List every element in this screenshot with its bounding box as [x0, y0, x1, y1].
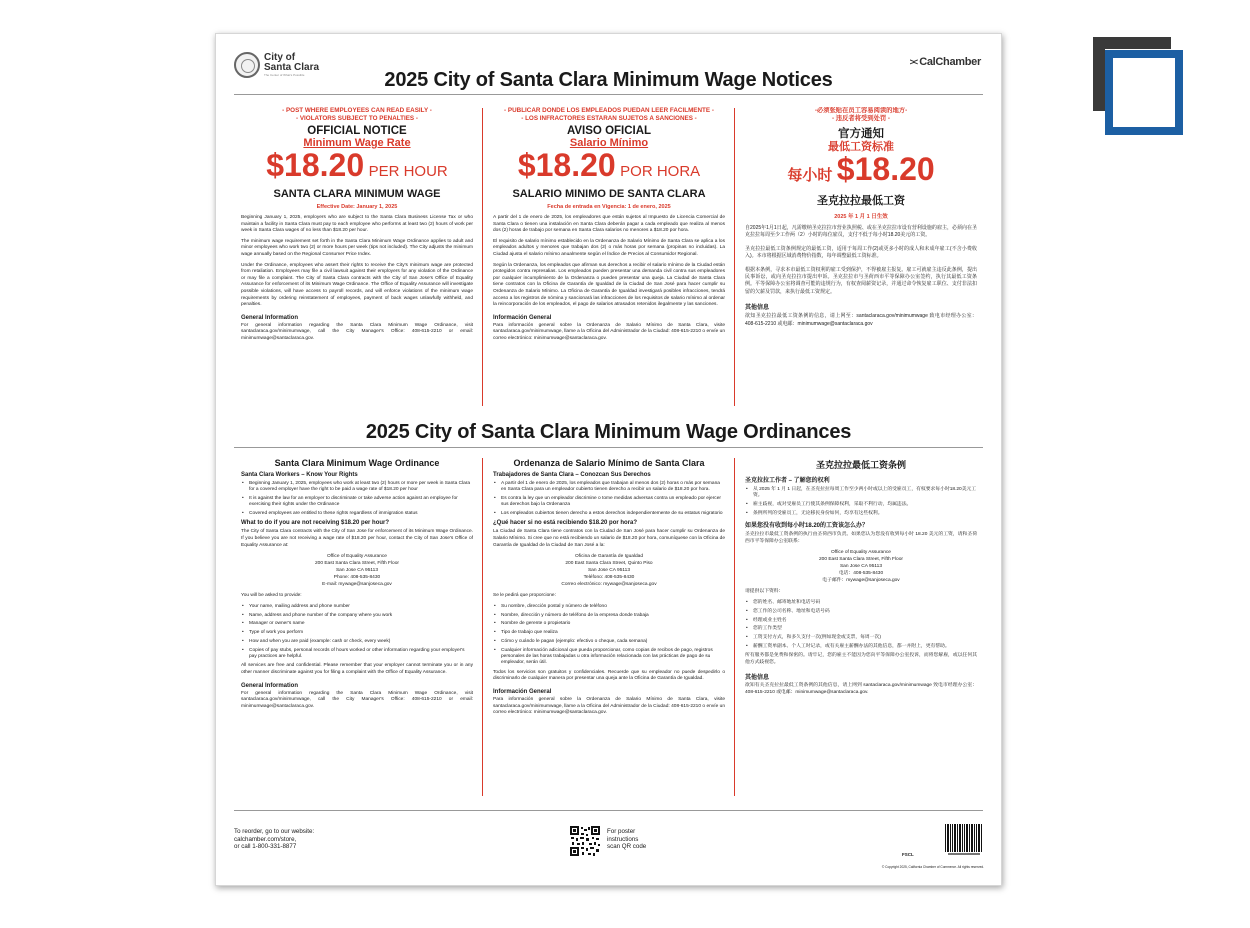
list-item: • Copies of pay stubs, personal records of hours worked or other information regarding your employer's pay practices are helpful. [249, 648, 473, 661]
paragraph: 自2025年1月1日起，凡需缴纳圣克拉拉市营业执照税、或在圣克拉拉市设有营利设施的雇主，必须向在圣克拉拉每周至少工作两（2）小时的每位雇员，支付不低于每小时18.20美元的工资。 [745, 225, 977, 239]
city-logo-line1: City of [264, 52, 296, 63]
effective-date: Effective Date: January 1, 2025 [316, 204, 398, 210]
list-item: • Covered employees are entitled to these rights regardless of immigration status [249, 511, 473, 517]
address-line: Office of Equality Assurance [831, 550, 891, 556]
list-item: • Su nombre, dirección postal y número de teléfono [501, 604, 725, 610]
list-item: • 您工作的公司名称、地址和电话号码 [753, 609, 977, 615]
paragraph: The City of Santa Clara contracts with the City of San Jose for enforcement of its Minimum Wage Ordinance. If you believe you are not receiving a wage rate of $18.20 per hour, contact the City of San Jose's Office of Equality Assurance at: [241, 529, 473, 548]
list-item: • 经理或业主姓名 [753, 618, 977, 624]
notice-chinese [745, 107, 977, 407]
address-block [493, 553, 725, 588]
paragraph: For general information regarding the Santa Clara Minimum Wage Ordinance, visit santaclaraca.gov/minimumwage, call the City Manager's Office: 408-615-2210 or email: minimumwage@santaclaraca.gov. [241, 322, 473, 341]
address-line: Correo electrónico: mywage@sanjoseca.gov [561, 582, 657, 588]
notice-heading: OFFICIAL NOTICE [307, 125, 407, 137]
post-line: - LOS INFRACTORES ESTARAN SUJETOS A SANCIONES - [521, 114, 697, 122]
wage-name: SANTA CLARA MINIMUM WAGE [273, 188, 441, 200]
post-line: - PUBLICAR DONDE LOS EMPLEADOS PUEDAN LEER FACILMENTE - [504, 107, 714, 114]
asked-list [745, 600, 977, 650]
paragraph: All services are free and confidential. Please remember that your employer cannot terminate you or in any other manner discriminate against you for filing a complaint with the Office of Equality Assurance. [241, 663, 473, 676]
paragraph: Para información general sobre la Ordenanza de Salario Mínimo de Santa Clara, visite santaclaraca.gov/minimumwage, llame a la Oficina del Administrador de la Ciudad: 408-615-2210 o envíe un correo electrónico: minimumwage@santaclaraca.gov. [493, 322, 725, 341]
ordinance-title: 圣克拉拉最低工资条例 [815, 460, 906, 470]
post-line: - VIOLATORS SUBJECT TO PENALTIES - [296, 114, 418, 122]
list-item: • Manager or owner's name [249, 621, 473, 627]
reorder-info [234, 828, 314, 851]
effective-date: 2025 年 1 月 1 日生效 [834, 214, 888, 220]
address-line: Office of Equality Assurance [327, 554, 387, 560]
list-item: • 从 2025 年 1 月 1 日起，在圣克拉拉每周工作至少两小时或以上的受雇员工，有权要求每小时18.20美元工资。 [753, 487, 977, 500]
paragraph: Según la Ordenanza, los empleados que afirman sus derechos a recibir el salario mínimo de la Ciudad están protegidos contra represalias. Los empleados pueden presentar una demanda civil contra sus empleadores por cualquier incumplimiento de la Ordenanza o pueden presentar una queja. La Ciudad de Santa Clara tiene contratos con la Oficina de Garantía de Igualdad de la Ciudad de San José para hacer cumplir su Ordenanza de Salario Mínimo. La Oficina de Garantía de Igualdad investigará posibles infracciones, tendrá acceso a los registros de nómina y sancionará las infracciones de los requisitos de salario mínimo al ordenar la reincorporación de los empleados, el pago de salarios atrasados retenidos ilegalmente y las sanciones. [493, 262, 725, 308]
section-heading: Información General [493, 688, 552, 695]
address-line: Oficina de Garantía de Igualdad [574, 554, 643, 560]
asked-list [493, 604, 725, 667]
wage-name: 圣克拉拉最低工资 [817, 195, 905, 207]
address-line: 200 East Santa Clara Street, Quinto Piso [565, 561, 653, 567]
qr-line: instructions [607, 835, 639, 843]
list-item: • Cómo y cuándo le pagan (ejemplo: efectivo o cheque, cada semana) [501, 639, 725, 645]
list-item: • How and when you are paid (example: cash or check, every week) [249, 639, 473, 645]
ordinances-title: 2025 City of Santa Clara Minimum Wage Ordinances [365, 421, 852, 443]
notice-heading: 官方通知 [838, 128, 884, 140]
divider [234, 447, 983, 448]
paragraph: 欲知圣克拉拉最低工资条例的信息，请上网至：santaclaraca.gov/minimumwage 致电市经理办公室：408-615-2210 或电邮：minimumwage@santaclaraca.gov [745, 313, 977, 327]
footer [234, 828, 984, 878]
list-item: • Tipo de trabajo que realiza [501, 630, 725, 636]
address-line: San Jose CA 95113 [335, 568, 379, 574]
paragraph: You will be asked to provide: [241, 593, 302, 599]
list-item: • It is against the law for an employer to discriminate or take adverse action against an employee for exercising their rights under the Ordinance [249, 496, 473, 509]
list-item: • 您的姓名、邮寄地址和电话号码 [753, 600, 977, 606]
wage-name: SALARIO MINIMO DE SANTA CLARA [512, 188, 706, 200]
list-item: • A partir del 1 de enero de 2025, los empleados que trabajan al menos dos (2) horas o más por semana en Santa Clara para un empleador cubierto tienen derecho a recibir un salario de $18.20 por hora. [501, 481, 725, 494]
paragraph: Under the Ordinance, employees who assert their rights to receive the City's minimum wage are protected from retaliation. Employees may file a civil lawsuit against their employers for any violation of the Ordinance or may file a complaint. The City of Santa Clara contracts with the City of San Jose's Office of Equality Assurance for enforcement of its Minimum Wage Ordinance. The Office of Equality Assurance will investigate possible violations, will have access to payroll records, and will enforce violations of the minimum wage requirements by ordering reinstatement of employees, payment of back wages unlawfully withheld, and penalties. [241, 262, 473, 308]
address-line: 电子邮件：mywage@sanjoseca.gov [822, 578, 900, 584]
notice-subheading: 最低工资标准 [828, 141, 894, 153]
rights-list [493, 481, 725, 517]
poster [215, 33, 1002, 886]
paragraph: Todos los servicios son gratuitos y confidenciales. Recuerde que su empleador no puede despedirlo o discriminarlo de cualquier manera por presentar una queja ante la Oficina de Garantía de Igualdad. [493, 669, 725, 682]
address-line: 电话：408-535-8430 [838, 571, 884, 577]
paragraph: 欲知有关圣克拉拉最低工资条例的其他信息，请上网到 santaclaraca.gov/minimumwage 致电市经理办公室：408-615-2210 或电邮：minimumwage@santaclaraca.gov. [745, 683, 977, 696]
document-pages-icon [1093, 37, 1183, 135]
paragraph: 请提供以下资料： [745, 589, 784, 595]
address-block [745, 549, 977, 584]
list-item: • Type of work you perform [249, 630, 473, 636]
notice-subheading: Minimum Wage Rate [303, 137, 411, 149]
section-heading: Santa Clara Workers – Know Your Rights [241, 472, 358, 478]
address-line: E-mail: mywage@sanjoseca.gov [322, 582, 392, 588]
wage-display [493, 147, 725, 187]
section-heading: Información General [493, 314, 552, 321]
city-logo-tagline: The Center of What's Possible [264, 73, 305, 77]
paragraph: Para información general sobre la Ordenanza de Salario Mínimo de Santa Clara, visite santaclaraca.gov/minimumwage, llame a la Oficina del Administrador de la Ciudad: 408-615-2210 o envíe un correo electrónico: minimumwage@santaclaraca.gov. [493, 696, 725, 716]
wage-unit: PER HOUR [368, 163, 448, 180]
section-heading: 如果您没有收到每小时18.20的工资该怎么办？ [745, 523, 869, 530]
rights-list [745, 487, 977, 517]
paragraph: 圣克拉拉市最低工资条例的执行由圣荷西市负责。如果您认为您没有收到每小时 18.20 美元的工资，请和圣荷西市平等保障办公室联系： [745, 532, 977, 544]
qr-code-icon [569, 825, 601, 857]
column-divider [482, 458, 483, 796]
address-line: 200 East Santa Clara Street, Fifth Floor [315, 561, 399, 567]
section-heading: 其他信息 [745, 305, 770, 312]
calchamber-text: CalChamber [919, 56, 981, 68]
wage-amount: $18.20 [517, 147, 616, 183]
paragraph: For general information regarding the Santa Clara Minimum Wage Ordinance, visit santaclaraca.gov/minimumwage, call the City Manager's Office: 408-615-2210 or email: minimumwage@santaclaraca.gov. [241, 690, 473, 709]
list-item: • Es contra la ley que un empleador discrimine o tome medidas adversas contra un empleado por ejercer sus derechos bajo la Ordenanza [501, 496, 725, 509]
list-item: • Beginning January 1, 2025, employees who work at least two (2) hours or more per week in Santa Clara for a covered employer have the right to be paid a wage rate of $18.20 per hour [249, 481, 473, 494]
list-item: • 雇主歧视，或对受雇员工行使其条例保障权利，采取不利行动，均属违法。 [753, 502, 977, 508]
reorder-line: To reorder, go to our website: [234, 828, 315, 835]
wage-amount: $18.20 [836, 151, 935, 187]
calchamber-logo [910, 56, 981, 68]
paragraph: The minimum wage requirement set forth in the Santa Clara Minimum Wage Ordinance applies to adult and minor employees who work two (2) or more hours per week (tips not included). The City adjusts the minimum wage annually based on the Regional Consumer Price Index. [241, 238, 473, 257]
section-heading: 圣克拉拉工作者 – 了解您的权利 [745, 478, 830, 484]
ordinance-spanish [493, 458, 725, 798]
divider [234, 810, 983, 811]
ordinance-title: Santa Clara Minimum Wage Ordinance [274, 458, 440, 468]
paragraph: 所有服务都是免费和保密的。请牢记，您的雇主不能因为您向平等保障办公室投诉，而将您解雇，或以任何其他方式歧视您。 [745, 653, 977, 665]
copyright: © Copyright 2025, California Chamber of Commerce. All rights reserved. [881, 865, 984, 869]
address-line: Phone: 408-535-8430 [333, 575, 381, 581]
address-line: San Jose CA 95113 [839, 564, 883, 570]
ordinance-title: Ordenanza de Salario Mínimo de Santa Clara [513, 458, 705, 468]
barcode-icon [944, 820, 984, 858]
section-heading: General Information [241, 682, 299, 689]
section-heading: General Information [241, 314, 299, 321]
notice-spanish [493, 107, 725, 407]
city-logo-line2: Santa Clara [264, 62, 320, 73]
reorder-line: or call 1-800-331-8877 [234, 843, 297, 850]
section-heading: Trabajadores de Santa Clara – Conozcan Sus Derechos [493, 472, 651, 478]
column-divider [734, 458, 735, 796]
list-item: • Los empleados cubiertos tienen derecho a estos derechos independientemente de su estatus migratorio [501, 511, 725, 517]
qr-line: scan QR code [607, 843, 647, 850]
ordinance-english [241, 458, 473, 798]
paragraph: Beginning January 1, 2025, employers who are subject to the Santa Clara Business License Tax or who maintain a facility in Santa Clara must pay to each employee who performs at least two (2) hours of work per week in Santa Clara wages of no less than $18.20 per hour. [241, 215, 473, 234]
ordinance-chinese [745, 458, 977, 798]
notices-title: 2025 City of Santa Clara Minimum Wage Notices [384, 69, 833, 91]
list-item: • 您的工作类型 [753, 626, 977, 632]
notice-english [241, 107, 473, 407]
paragraph: La Ciudad de Santa Clara tiene contratos con la Ciudad de San José para hacer cumplir su Ordenanza de Salario Mínimo. Si cree que no está recibiendo un salario de $18.20 por hora, comuníquese con la Oficina de Garantía de Igualdad de la Ciudad de San José a la: [493, 529, 725, 548]
wage-unit: 每小时 [787, 167, 833, 184]
address-line: Teléfono: 408-535-8430 [583, 575, 635, 581]
paragraph: 根据本条例，寻求本市最低工资权利的雇工受到保护，不得被雇主报复。雇工可就雇主违反此条例，提出民事诉讼，或向圣克拉拉市提出申诉。圣克拉拉市与圣荷西市平等保障办公室签约，执行其最低工资条例。平等保障办公室将调查可能的违规行为，有权查阅薪资记录，并通过命令恢复雇工职位、支付非法扣留的欠薪及罚款，来执行最低工资规定。 [745, 266, 977, 295]
calchamber-mark-icon: >< [909, 57, 917, 67]
section-heading: 其他信息 [745, 675, 770, 682]
paragraph: Se le pedirá que proporcione: [493, 593, 556, 599]
list-item: • Nombre de gerente o propietario [501, 621, 725, 627]
list-item: • 薪酬工资单副本、个人工时记录，或有关雇主薪酬办法的其他信息，都一并附上，更有帮助。 [753, 644, 977, 650]
qr-line: For poster [607, 828, 636, 835]
address-line: 200 East Santa Clara Street, Fifth Floor [819, 557, 903, 563]
list-item: • Nombre, dirección y número de teléfono de la empresa donde trabaja [501, 613, 725, 619]
wage-amount: $18.20 [266, 147, 365, 183]
rights-list [241, 481, 473, 517]
post-line: - POST WHERE EMPLOYEES CAN READ EASILY - [282, 107, 432, 114]
paragraph: A partir del 1 de enero de 2025, los empleadores que están sujetos al Impuesto de Licencia Comercial de Santa Clara o tienen una instalación en Santa Clara deberán pagar a cada empleado que realiza al menos dos (2) horas de trabajo por semana en Santa Clara salarios no menores a $18.20 por hora. [493, 215, 725, 234]
qr-instructions [607, 828, 646, 851]
section-heading: What to do if you are not receiving $18.20 per hour? [241, 520, 390, 527]
post-line: -必须张贴在员工容易阅读的地方- [814, 107, 908, 114]
address-block [241, 553, 473, 588]
notice-subheading: Salario Mínimo [569, 137, 649, 149]
address-line: San Jose CA 95113 [587, 568, 631, 574]
list-item: • 条例所列的受雇员工，无论移民身份如何，均享有这些权利。 [753, 511, 977, 517]
product-code: FSCL [902, 852, 914, 857]
list-item: • Name, address and phone number of the company where you work [249, 613, 473, 619]
wage-display [745, 151, 977, 191]
effective-date: Fecha de entrada en Vigencia: 1 de enero, 2025 [547, 204, 671, 210]
paragraph: 圣克拉拉最低工资条例规定的最低工资，适用于每周工作(2)或更多小时的成人和未成年雇工(不含小费收入)。本市将根据区域消费物价指数，每年调整最低工资标准。 [745, 245, 977, 260]
column-divider [482, 108, 483, 406]
wage-display [241, 147, 473, 187]
notice-heading: AVISO OFICIAL [566, 125, 652, 137]
post-line: - 违反者将受到处罚 - [831, 114, 891, 122]
paragraph: El requisito de salario mínimo establecido en la Ordenanza de Salario Mínimo de Santa Clara se aplica a los empleados adultos y menores que trabajan dos (2) o más horas por semana (propinas no incluidas). La Ciudad ajusta el salario mínimo anualmente según el Índice de Precios al Consumidor Regional. [493, 238, 725, 257]
section-heading: ¿Qué hacer si no está recibiendo $18.20 por hora? [493, 520, 638, 527]
list-item: • Cualquier información adicional que pueda proporcionar, como copias de recibos de pago, registros personales de las horas trabajadas u otra información relacionada con las prácticas de pago de su empleador, serán útil. [501, 648, 725, 667]
divider [234, 94, 983, 95]
list-item: • Your name, mailing address and phone number [249, 604, 473, 610]
column-divider [734, 108, 735, 406]
list-item: • 工资支付方式，和多久支付一次(例如现金或支票，每周一次) [753, 635, 977, 641]
reorder-line: calchamber.com/store, [234, 835, 297, 843]
asked-list [241, 604, 473, 661]
wage-unit: POR HORA [620, 163, 701, 180]
